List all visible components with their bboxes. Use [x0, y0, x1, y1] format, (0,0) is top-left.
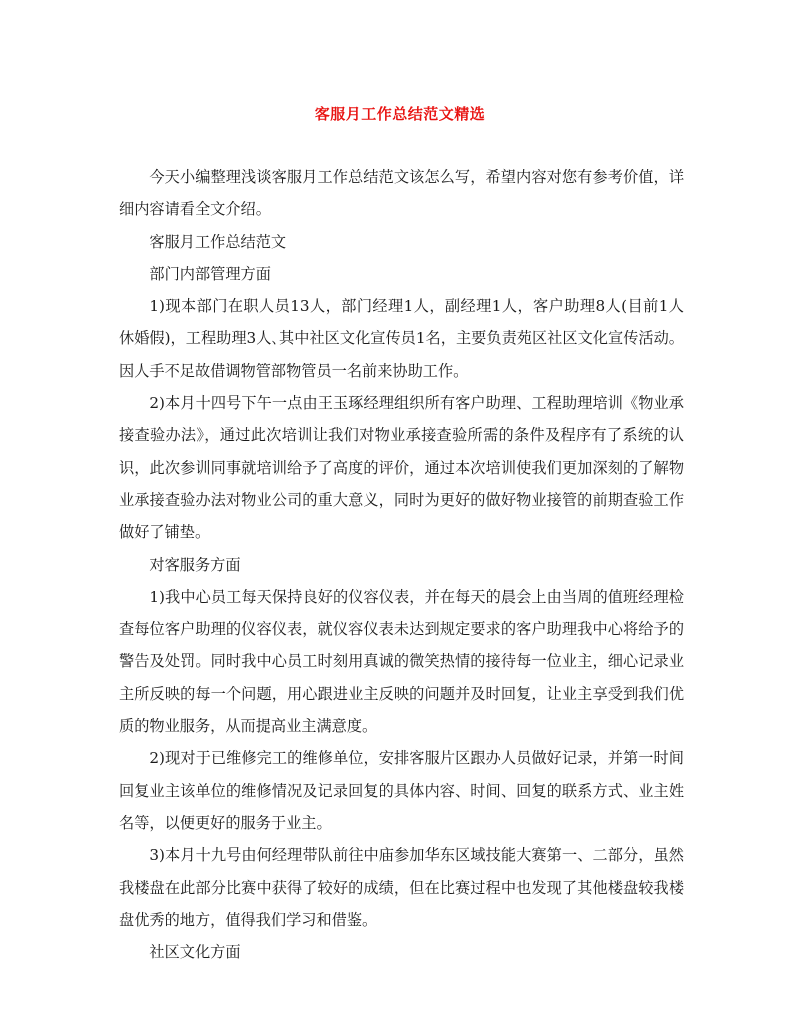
paragraph-service-2: 2)现对于已维修完工的维修单位，安排客服片区跟办人员做好记录，并第一时间回复业主该单位的维修情况及记录回复的具体内容、时间、回复的联系方式、业主姓名等，以便更好的服务于业主。 — [119, 749, 684, 832]
paragraph-service-1: 1)我中心员工每天保持良好的仪容仪表，并在每天的晨会上由当周的值班经理检查每位客户助理的仪容仪表，就仪容仪表未达到规定要求的客户助理我中心将给予的警告及处罚。同时我中心员工时刻用真诚的微笑热情的接待每一位业主，细心记录业主所反映的每一个问题，用心跟进业主反映的问题并及时回复，让业主享受到我们优质的物业服务，从而提高业主满意度。 — [119, 587, 684, 736]
section-heading-community-culture: 社区文化方面 — [149, 943, 241, 962]
paragraph-service-3: 3)本月十九号由何经理带队前往中庙参加华东区域技能大赛第一、二部分，虽然我楼盘在此部分比赛中获得了较好的成绩，但在比赛过程中也发现了其他楼盘较我楼盘优秀的地方，值得我们学习和借鉴。 — [119, 846, 684, 929]
document-title: 客服月工作总结范文精选 — [314, 105, 486, 123]
section-heading-customer-service: 对客服务方面 — [149, 555, 241, 574]
section-heading-internal-management: 部门内部管理方面 — [149, 264, 271, 283]
paragraph-intro: 今天小编整理浅谈客服月工作总结范文该怎么写，希望内容对您有参考价值，详细内容请看全文介绍。 — [119, 168, 684, 219]
paragraph-internal-2: 2)本月十四号下午一点由王玉琢经理组织所有客户助理、工程助理培训《物业承接查验办法》，通过此次培训让我们对物业承接查验所需的条件及程序有了系统的认识，此次参训同事就培训给予了高度的评价，通过本次培训使我们更加深刻的了解物业承接查验办法对物业公司的重大意义，同时为更好的做好物业接管的前期查验工作做好了铺垫。 — [119, 394, 684, 542]
document-body — [119, 161, 684, 968]
paragraph-heading-main: 客服月工作总结范文 — [149, 232, 287, 251]
paragraph-internal-1: 1)现本部门在职人员13人，部门经理1人，副经理1人，客户助理8人(目前1人休婚假)，工程助理3人､其中社区文化宣传员1名，主要负责苑区社区文化宣传活动。 因人手不足故借调物管部物管员一名前来协助工作。 — [119, 297, 684, 380]
